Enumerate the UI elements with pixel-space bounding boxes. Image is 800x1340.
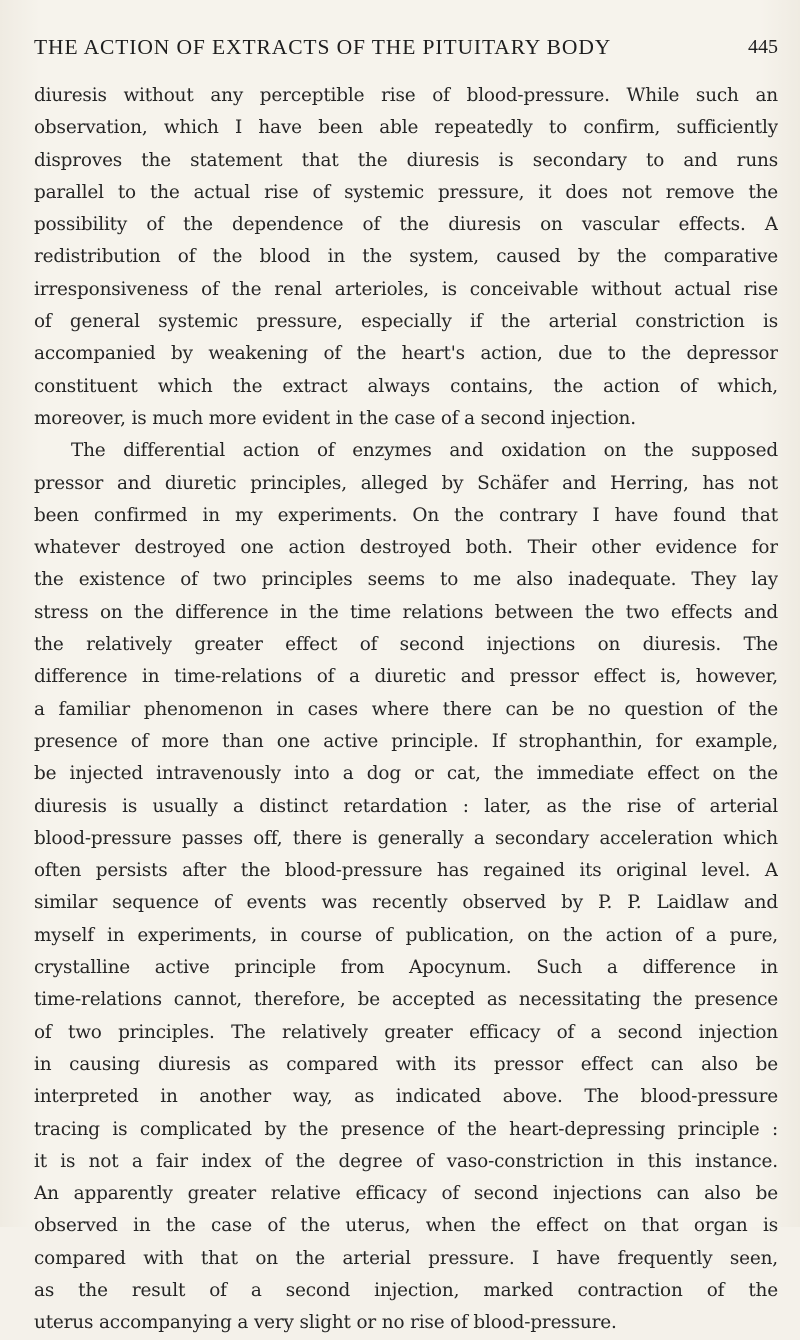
text-line: tracing is complicated by the presence of the heart-depressing principle : xyxy=(34,1118,778,1140)
text-line: as the result of a second injection, marked contraction of the xyxy=(34,1279,778,1301)
text-line: presence of more than one active principle. If strophanthin, for example, xyxy=(34,730,778,752)
text-line: An apparently greater relative efficacy of second injections can also be xyxy=(34,1183,778,1205)
text-line: whatever destroyed one action destroyed both. Their other evidence for xyxy=(34,537,778,559)
text-line: possibility of the dependence of the diuresis on vascular effects. A xyxy=(34,214,778,236)
text-line: moreover, is much more evident in the case of a second injection. xyxy=(34,407,636,429)
running-head xyxy=(34,35,778,65)
text-line: a familiar phenomenon in cases where there can be no question of the xyxy=(34,698,778,720)
text-line: the relatively greater effect of second injections on diuresis. The xyxy=(34,634,778,656)
text-line: constituent which the extract always contains, the action of which, xyxy=(34,375,778,397)
text-line: compared with that on the arterial pressure. I have frequently seen, xyxy=(34,1247,778,1269)
text-line: of two principles. The relatively greater efficacy of a second injection xyxy=(34,1021,778,1043)
text-line: interpreted in another way, as indicated above. The blood-pressure xyxy=(34,1086,778,1108)
text-line: been confirmed in my experiments. On the contrary I have found that xyxy=(34,504,778,526)
page-number: 445 xyxy=(748,36,778,58)
text-line: disproves the statement that the diuresis is secondary to and runs xyxy=(34,149,778,171)
text-line: uterus accompanying a very slight or no rise of blood-pressure. xyxy=(34,1312,617,1334)
text-line: redistribution of the blood in the system, caused by the comparative xyxy=(34,246,778,268)
text-line: in causing diuresis as compared with its pressor effect can also be xyxy=(34,1053,778,1075)
text-line: time-relations cannot, therefore, be accepted as necessitating the presence xyxy=(34,989,778,1011)
text-line: similar sequence of events was recently observed by P. P. Laidlaw and xyxy=(34,892,778,914)
text-line: crystalline active principle from Apocynum. Such a difference in xyxy=(34,957,778,979)
text-line: myself in experiments, in course of publication, on the action of a pure, xyxy=(34,924,778,946)
text-line: difference in time-relations of a diuretic and pressor effect is, however, xyxy=(34,666,778,688)
text-line: diuresis without any perceptible rise of blood-pressure. While such an xyxy=(34,85,778,106)
text-line: parallel to the actual rise of systemic pressure, it does not remove the xyxy=(34,181,778,203)
text-line: blood-pressure passes off, there is generally a secondary acceleration which xyxy=(34,827,778,849)
text-line: of general systemic pressure, especially if the arterial constriction is xyxy=(34,311,778,333)
text-line: diuresis is usually a distinct retardation : later, as the rise of arterial xyxy=(34,795,778,817)
text-line: observed in the case of the uterus, when the effect on that organ is xyxy=(34,1215,778,1237)
text-line: it is not a fair index of the degree of vaso-constriction in this instance. xyxy=(34,1150,778,1172)
text-line: the existence of two principles seems to me also inadequate. They lay xyxy=(34,569,778,591)
text-line: The differential action of enzymes and oxidation on the supposed xyxy=(71,440,778,462)
running-title: THE ACTION OF EXTRACTS OF THE PITUITARY BODY xyxy=(34,35,612,59)
text-line: pressor and diuretic principles, alleged by Schäfer and Herring, has not xyxy=(34,472,778,494)
text-line: accompanied by weakening of the heart's action, due to the depressor xyxy=(34,343,778,365)
text-line: often persists after the blood-pressure has regained its original level. A xyxy=(34,860,778,882)
text-line: observation, which I have been able repeatedly to confirm, sufficiently xyxy=(34,117,778,139)
text-line: be injected intravenously into a dog or cat, the immediate effect on the xyxy=(34,763,778,785)
text-line: irresponsiveness of the renal arterioles, is conceivable without actual rise xyxy=(34,278,778,300)
body-text xyxy=(34,80,778,1340)
text-line: stress on the difference in the time relations between the two effects and xyxy=(34,601,778,623)
